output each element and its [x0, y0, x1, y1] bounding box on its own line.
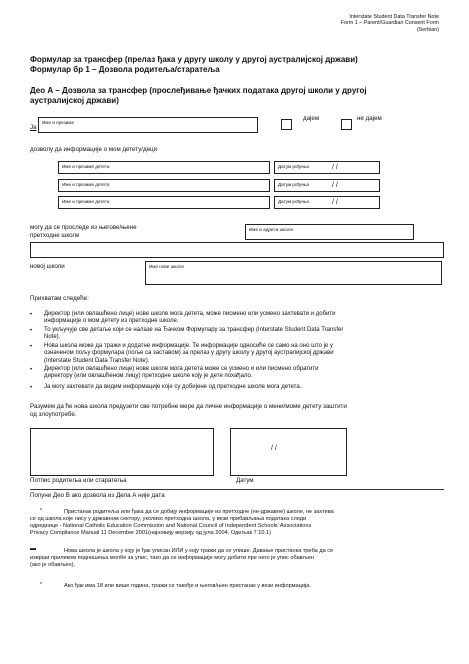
child-2-dob-field[interactable] [274, 179, 380, 192]
header-line-3: (Serbian) [416, 26, 439, 33]
form-header [239, 14, 439, 33]
footnote-3-line-1: Ако ђак има 18 или више година, тражи се такође и његов/њен пристанак у вези информација. [64, 583, 311, 589]
child-1-name-label: Име и презиме детета [62, 164, 110, 169]
bullet-5 [44, 384, 454, 391]
bullet-4-line-1: Директор (или овлашћено лице) нове школе мога детета може се усмено и или писмено обратити [44, 366, 319, 372]
header-line-1: Interstate Student Data Transfer Note [349, 14, 439, 20]
child-3-name-label: Име и презиме детета [62, 199, 110, 204]
signature-date-field[interactable] [230, 428, 347, 476]
bullet-1-line-2: информације о мом детету из претходне школе. [44, 318, 179, 325]
i-label: Ја [30, 124, 37, 131]
prev-school-caption [30, 224, 137, 240]
bullet-marker: • [30, 385, 33, 391]
give-consent-checkbox[interactable] [281, 119, 292, 130]
child-3-name-field[interactable] [58, 196, 270, 209]
parent-name-field-label: Име и презиме [42, 120, 75, 125]
footnote-2-marker: ▬ [30, 546, 36, 552]
signature-field[interactable] [30, 428, 214, 476]
bullet-1 [44, 311, 454, 326]
prev-school-address-field[interactable] [30, 242, 444, 258]
bullet-marker: • [30, 312, 33, 318]
part-a-heading [30, 86, 450, 106]
signature-label: Потпис родитеља или старатеља [30, 477, 127, 484]
bullet-5-line-1: Ја могу захтевати да видим информације које су добијене од претходне школе мога детета. [44, 384, 302, 390]
child-2-name-field[interactable] [58, 179, 270, 192]
bullet-1-line-1: Директор (или овлашћено лице) нове школе мога детета, може писмено или усмено захтевати и добити [44, 311, 336, 317]
signature-date-slashes: / / [271, 445, 277, 452]
footnote-1-line-1: Пристанак родитеља или ђака да се добију информације из претходне (не-државне) школе, не захтева [64, 509, 334, 515]
footnote-1-line-4: Privacy Compliance Manual 11 December 2001(најновију верзију од јула 2004, Одељак 7.10.1) [30, 530, 271, 536]
parent-name-field[interactable] [38, 117, 258, 133]
bullet-marker: • [30, 367, 33, 373]
header-line-2: Form 1 – Parent/Guardian Consent Form [340, 20, 439, 27]
not-give-consent-label: не дајем [357, 115, 382, 122]
child-1-name-field[interactable] [58, 161, 270, 174]
bullet-4-line-2: директору (или овлашћеном лицу) претходне школе коју је дете похађало. [44, 373, 253, 380]
child-1-dob-field[interactable] [274, 161, 380, 174]
understand-paragraph [30, 403, 450, 420]
footnote-2-line-2: изврши приликом подношења молбе за упис, тако да се информације могу добити пре него је упис обављен [30, 555, 314, 561]
footnote-3 [30, 583, 446, 590]
footnote-1-marker: * [40, 508, 43, 514]
title-line-2: Формулар бр 1 – Дозвола родитеља/старатеља [30, 65, 220, 74]
child-2-name-label: Име и презиме детета [62, 182, 110, 187]
bullet-marker: • [30, 344, 33, 350]
accept-heading: Прихватам следеће: [30, 295, 89, 302]
bullet-2 [44, 327, 454, 342]
new-school-field[interactable] [145, 261, 442, 285]
new-school-field-label: Име нове школе [149, 264, 185, 269]
title-line-1: Формулар за трансфер (прелаз ђака у другу школу у другој аустралијској држави) [30, 55, 358, 64]
footnote-2-line-3: (ако је обављен). [30, 562, 76, 568]
child-2-dob-label: Датум рођења [278, 182, 309, 187]
footnote-3-marker: * [40, 582, 43, 588]
bullet-4 [44, 366, 454, 381]
child-3-dob-label: Датум рођења [278, 199, 309, 204]
permission-line: дозволу да информације о мом детету/деци [30, 146, 158, 153]
child-1-dob-label: Датум рођења [278, 164, 309, 169]
bullet-3-line-1: Нова школа може да тражи и додатне информације. Те информације односиће се само на оно што је у [44, 343, 333, 349]
footnote-2 [30, 548, 446, 569]
give-consent-label: дајем [303, 115, 320, 122]
form-title [30, 55, 450, 75]
signature-date-label: Датум [236, 477, 254, 484]
child-2-dob-slashes: / / [332, 182, 338, 189]
footnote-divider [30, 489, 444, 490]
part-a-line-1: Део А – Дозвола за трансфер (прослеђивање ђачких података другој школи у другој [30, 86, 367, 95]
footnote-1-line-3: одреднице - National Catholic Education Commission and National Council of Independent Schools' Associations [30, 523, 312, 529]
child-1-dob-slashes: / / [332, 164, 338, 171]
footnote-1-line-2: се од школа које нису у државном сектору, уколико претходна школа, у вези прибављања података следи [30, 516, 307, 522]
understand-line-1: Разумем да ће нова школа предузети све потребне мере да личне информације о мени/моме детету заштити [30, 403, 347, 410]
new-school-label: новој школи [30, 263, 65, 270]
bullet-3 [44, 343, 454, 365]
not-give-consent-checkbox[interactable] [341, 119, 352, 130]
footnote-heading: Попуни Део В ако дозвола из Дела А није дата [30, 492, 165, 499]
prev-school-name-label: Име и адреса школе [249, 227, 294, 232]
prev-school-name-field[interactable] [245, 224, 414, 240]
footnote-1 [30, 509, 446, 537]
bullet-3-line-3: (Interstate Student Data Transfer Note). [44, 357, 150, 364]
prev-school-line-1: могу да се проследе из његове/њене [30, 224, 137, 231]
bullet-marker: • [30, 328, 33, 334]
child-3-dob-slashes: / / [332, 199, 338, 206]
bullet-3-line-2: означеном пољу формулара (поље са заставом) за прелаз у другу школу у другој аустралијској држави [44, 350, 334, 357]
prev-school-line-2: претходне школе [30, 232, 80, 239]
child-3-dob-field[interactable] [274, 196, 380, 209]
part-a-line-2: аустралијској држави) [30, 96, 119, 105]
bullet-2-line-2: Note). [44, 334, 61, 341]
footnote-2-line-1: Нова школа је школа у коју је ђак уписан ИЛИ у коју тражи да се упише. Давање пристанка треба да се [64, 548, 334, 554]
bullet-2-line-1: То укључује све детаље који се налазе на Ђачком Формулару за трансфер (Interstate Student Data Transfer [44, 327, 344, 333]
understand-line-2: од злоупотребе. [30, 411, 77, 419]
